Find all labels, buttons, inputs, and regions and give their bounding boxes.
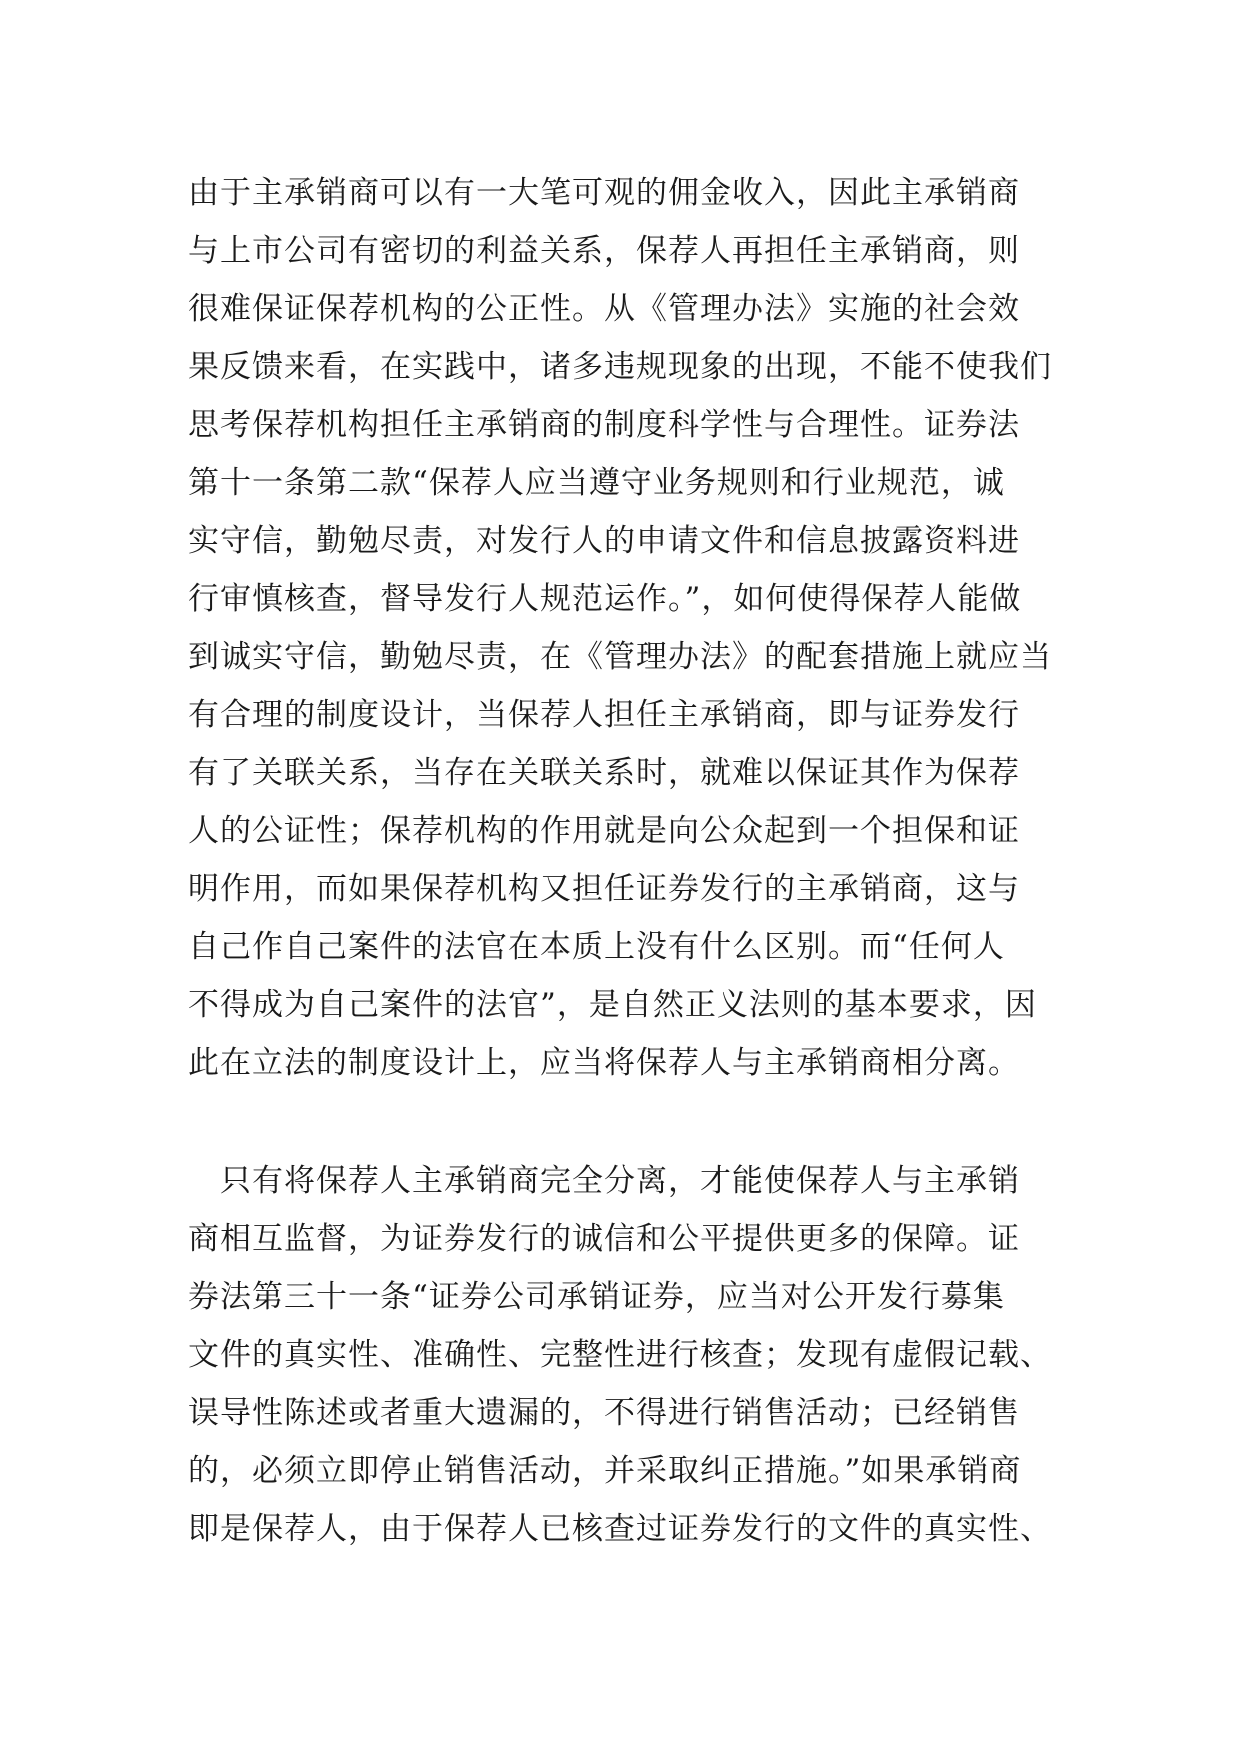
paragraph-line: 果反馈来看，在实践中，诸多违规现象的出现，不能不使我们: [188, 349, 1052, 385]
paragraph-line: 自己作自己案件的法官在本质上没有什么区别。而“任何人: [188, 929, 1005, 965]
paragraph-line: 有了关联关系，当存在关联关系时，就难以保证其作为保荐: [188, 755, 1020, 791]
paragraph-line: 明作用，而如果保荐机构又担任证券发行的主承销商，这与: [188, 871, 1020, 907]
paragraph-1: [188, 164, 1068, 1092]
paragraph-line: 由于主承销商可以有一大笔可观的佣金收入，因此主承销商: [188, 175, 1020, 211]
paragraph-line: 很难保证保荐机构的公正性。从《管理办法》实施的社会效: [188, 291, 1020, 327]
paragraph-2: [188, 1152, 1068, 1558]
paragraph-line: 文件的真实性、准确性、完整性进行核查；发现有虚假记载、: [188, 1337, 1052, 1373]
paragraph-line: 思考保荐机构担任主承销商的制度科学性与合理性。证券法: [188, 407, 1020, 443]
paragraph-line: 只有将保荐人主承销商完全分离，才能使保荐人与主承销: [188, 1163, 1020, 1199]
paragraph-line: 实守信，勤勉尽责，对发行人的申请文件和信息披露资料进: [188, 523, 1020, 559]
paragraph-line: 到诚实守信，勤勉尽责，在《管理办法》的配套措施上就应当: [188, 639, 1052, 675]
paragraph-line: 第十一条第二款“保荐人应当遵守业务规则和行业规范，诚: [188, 465, 1005, 501]
paragraph-line: 的，必须立即停止销售活动，并采取纠正措施。”如果承销商: [188, 1453, 1022, 1489]
paragraph-line: 人的公证性；保荐机构的作用就是向公众起到一个担保和证: [188, 813, 1020, 849]
paragraph-line: 误导性陈述或者重大遗漏的，不得进行销售活动；已经销售: [188, 1395, 1020, 1431]
paragraph-line: 有合理的制度设计，当保荐人担任主承销商，即与证券发行: [188, 697, 1020, 733]
paragraph-line: 行审慎核查，督导发行人规范运作。”，如何使得保荐人能做: [188, 581, 1022, 617]
paragraph-line: 此在立法的制度设计上，应当将保荐人与主承销商相分离。: [188, 1045, 1020, 1081]
paragraph-line: 不得成为自己案件的法官”，是自然正义法则的基本要求，因: [188, 987, 1037, 1023]
paragraph-line: 券法第三十一条“证券公司承销证券，应当对公开发行募集: [188, 1279, 1005, 1315]
paragraph-line: 与上市公司有密切的利益关系，保荐人再担任主承销商，则: [188, 233, 1020, 269]
paragraph-line: 商相互监督，为证券发行的诚信和公平提供更多的保障。证: [188, 1221, 1020, 1257]
paragraph-line: 即是保荐人，由于保荐人已核查过证券发行的文件的真实性、: [188, 1511, 1052, 1547]
